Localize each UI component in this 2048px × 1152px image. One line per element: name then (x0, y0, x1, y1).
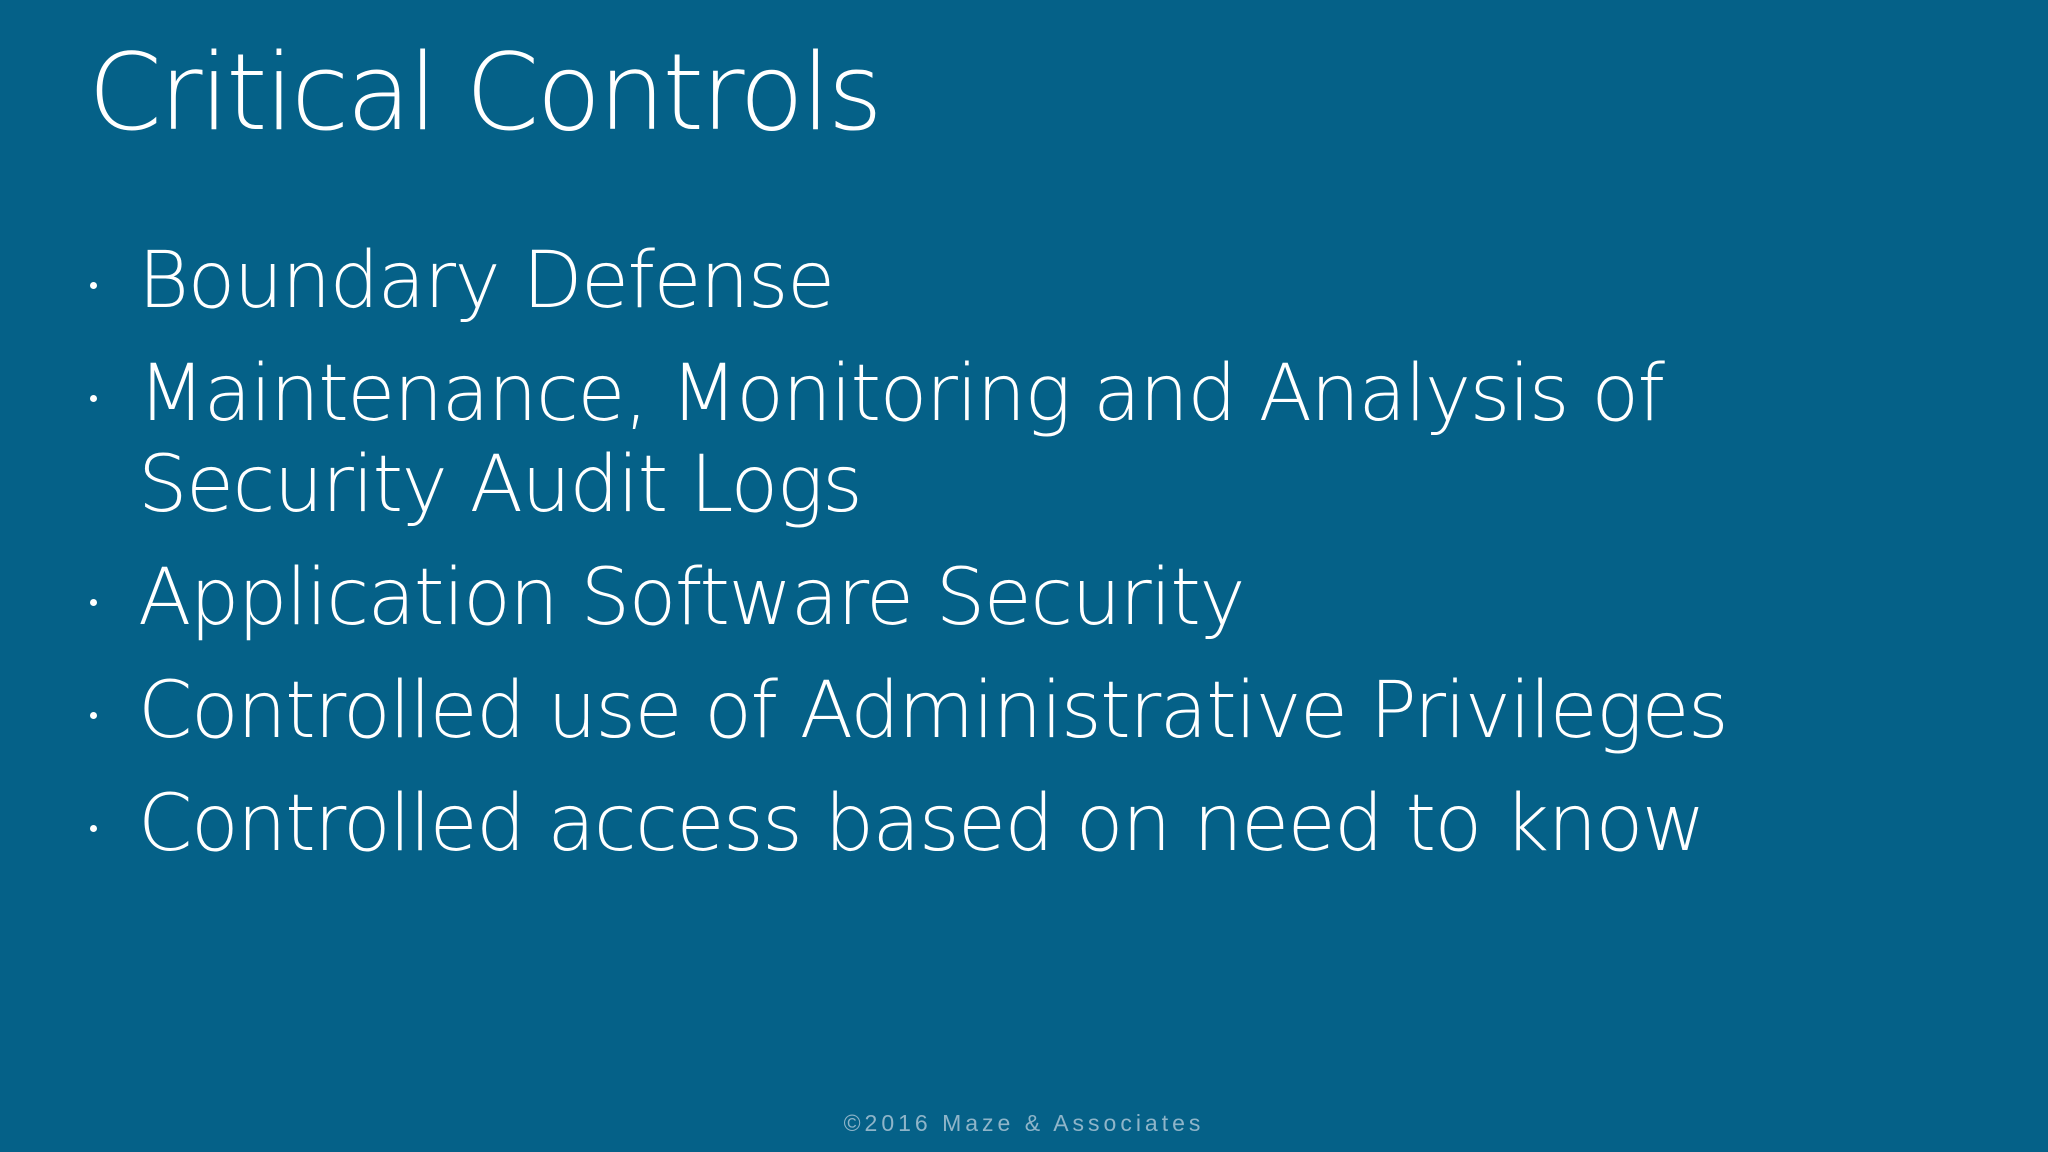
copyright-footer: ©2016 Maze & Associates (843, 1110, 1205, 1136)
bullet-item (90, 666, 1910, 757)
bullet-dot-icon (90, 825, 97, 832)
bullet-dot-icon (90, 712, 97, 719)
bullet-item (90, 236, 1910, 327)
bullet-text: Application Software Security (138, 553, 1245, 643)
bullet-item (90, 779, 1910, 870)
bullet-item (90, 553, 1910, 644)
slide-title: Critical Controls (88, 31, 880, 154)
bullet-text: Maintenance, Monitoring and Analysis of Security Audit Logs (138, 349, 1664, 530)
bullet-dot-icon (90, 599, 97, 606)
bullet-text: Controlled use of Administrative Privileges (138, 666, 1728, 756)
bullet-list (90, 236, 1910, 892)
bullet-text: Boundary Defense (138, 236, 834, 326)
bullet-item (90, 349, 1910, 531)
bullet-dot-icon (90, 395, 97, 402)
bullet-text: Controlled access based on need to know (138, 779, 1705, 869)
bullet-dot-icon (90, 282, 97, 289)
